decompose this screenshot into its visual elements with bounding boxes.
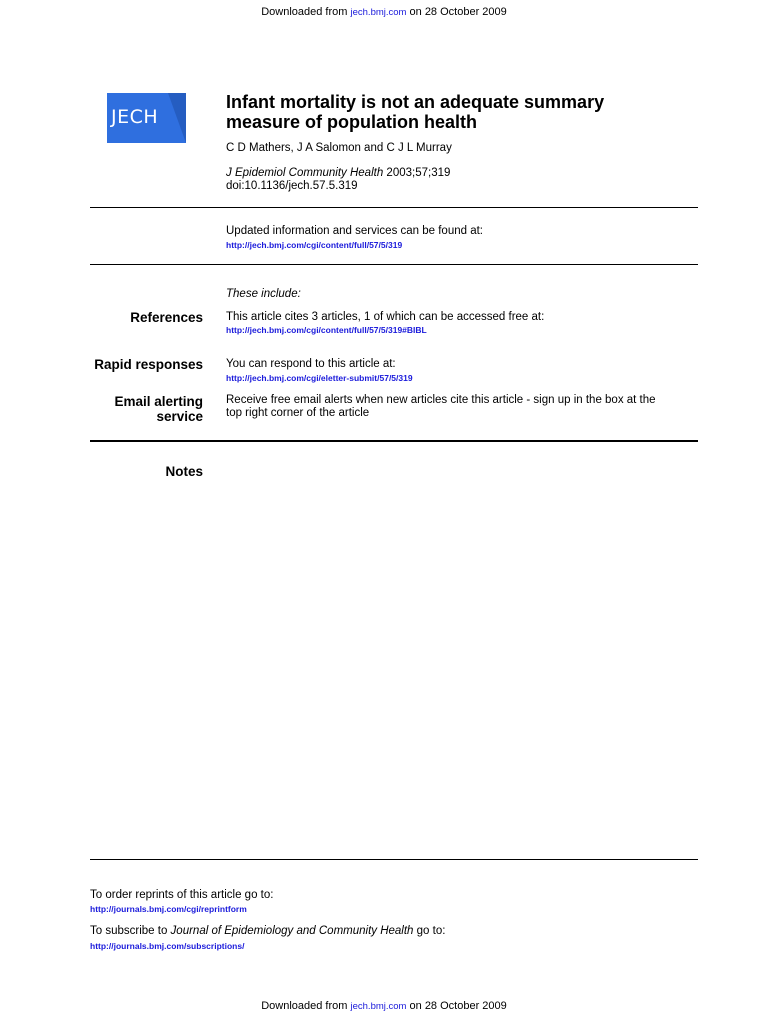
updated-info-link[interactable]: http://jech.bmj.com/cgi/content/full/57/5/319 — [226, 240, 403, 250]
download-notice-bottom — [0, 1000, 768, 1012]
rapid-responses-text: You can respond to this article at: — [226, 358, 396, 370]
email-alerting-text — [226, 394, 706, 420]
references-link[interactable]: http://jech.bmj.com/cgi/content/full/57/5/319#BIBL — [226, 325, 427, 335]
download-prefix: Downloaded from — [261, 6, 351, 18]
these-include-text: These include: — [226, 288, 301, 300]
article-title — [226, 92, 686, 132]
title-line-1: Infant mortality is not an adequate summary — [226, 92, 605, 112]
download-notice-top — [0, 6, 768, 18]
subscribe-suffix: go to: — [413, 925, 446, 937]
notes-label: Notes — [165, 464, 203, 479]
references-text: This article cites 3 articles, 1 of which can be accessed free at: — [226, 311, 545, 323]
references-label: References — [130, 310, 203, 325]
divider — [90, 207, 698, 208]
rapid-responses-label: Rapid responses — [94, 357, 203, 372]
email-alerting-label — [60, 394, 203, 424]
article-citation — [226, 167, 450, 193]
subscribe-link[interactable]: http://journals.bmj.com/subscriptions/ — [90, 941, 245, 951]
volume-info: 2003;57;319 — [383, 167, 451, 179]
download-prefix: Downloaded from — [261, 1000, 351, 1012]
email-text-line-2: top right corner of the article — [226, 407, 370, 419]
download-suffix: on 28 October 2009 — [406, 1000, 507, 1012]
updated-info-text: Updated information and services can be found at: — [226, 225, 483, 237]
rapid-responses-link[interactable]: http://jech.bmj.com/cgi/eletter-submit/57/5/319 — [226, 373, 413, 383]
subscribe-prefix: To subscribe to — [90, 925, 171, 937]
these-include — [226, 288, 701, 301]
subscribe-text — [90, 925, 445, 937]
title-line-2: measure of population health — [226, 112, 478, 132]
site-link[interactable]: jech.bmj.com — [350, 7, 407, 18]
email-text-line-1: Receive free email alerts when new articles cite this article - sign up in the box at the — [226, 394, 656, 406]
reprints-text: To order reprints of this article go to: — [90, 889, 274, 901]
divider-thick — [90, 440, 698, 442]
article-doi: doi:10.1136/jech.57.5.319 — [226, 180, 358, 192]
site-link[interactable]: jech.bmj.com — [350, 1001, 407, 1012]
journal-name: J Epidemiol Community Health — [226, 167, 384, 179]
jech-logo — [107, 93, 186, 143]
email-label-line-2: service — [156, 409, 203, 424]
email-label-line-1: Email alerting — [114, 394, 203, 409]
divider-footer — [90, 859, 698, 860]
subscribe-journal: Journal of Epidemiology and Community Health — [170, 925, 414, 937]
download-suffix: on 28 October 2009 — [406, 6, 507, 18]
logo-fold-shape — [168, 93, 186, 143]
article-authors: C D Mathers, J A Salomon and C J L Murray — [226, 142, 452, 154]
reprints-link[interactable]: http://journals.bmj.com/cgi/reprintform — [90, 904, 247, 914]
logo-text: JECH — [111, 106, 159, 128]
divider — [90, 264, 698, 265]
